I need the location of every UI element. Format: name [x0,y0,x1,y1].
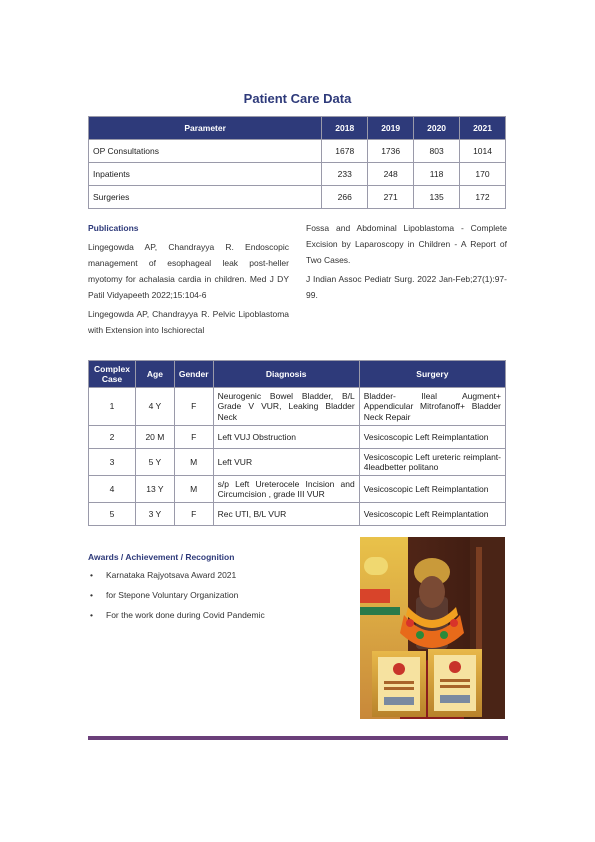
row-label: Inpatients [89,163,322,186]
awards-list [88,570,265,630]
award-text: for Stepone Voluntary Organization [106,590,239,600]
case-surgery: Vesicoscopic Left Reimplantation [359,476,505,503]
case-number: 4 [89,476,136,503]
case-surgery: Bladder- Ileal Augment+ Appendicular Mitrofanoff+ Bladder Neck Repair [359,388,505,426]
case-diagnosis: Rec UTI, B/L VUR [213,503,359,526]
patient-care-table [88,116,506,209]
case-number: 3 [89,449,136,476]
case-surgery: Vesicoscopic Left Reimplantation [359,503,505,526]
cell-value: 172 [460,186,506,209]
cell-value: 803 [414,140,460,163]
table-row [89,476,506,503]
award-text: For the work done during Covid Pandemic [106,610,265,620]
page-title: Patient Care Data [243,91,352,106]
bullet-icon: • [90,590,93,600]
case-number: 1 [89,388,136,426]
cell-value: 248 [368,163,414,186]
case-diagnosis: s/p Left Ureterocele Incision and Circumcision , grade III VUR [213,476,359,503]
footer-bar [88,736,508,740]
publications-heading: Publications [88,223,139,233]
cell-value: 233 [322,163,368,186]
publications-left-column [88,239,289,341]
row-label: OP Consultations [89,140,322,163]
cell-value: 266 [322,186,368,209]
award-text: Karnataka Rajyotsava Award 2021 [106,570,237,580]
list-item [88,570,265,590]
case-age: 13 Y [135,476,174,503]
complex-case-table [88,360,506,526]
case-surgery: Vesicoscopic Left Reimplantation [359,426,505,449]
table-row [89,186,506,209]
publication-text: J Indian Assoc Pediatr Surg. 2022 Jan-Feb;27(1):97-99. [306,274,507,300]
cell-value: 170 [460,163,506,186]
header-2020: 2020 [414,117,460,140]
cell-value: 1678 [322,140,368,163]
awards-heading: Awards / Achievement / Recognition [88,552,235,562]
list-item [88,590,265,610]
header-surgery: Surgery [359,361,505,388]
table-row [89,426,506,449]
cell-value: 271 [368,186,414,209]
header-complex-case: Complex Case [89,361,136,388]
publications-right-column [306,220,507,306]
case-diagnosis: Left VUJ Obstruction [213,426,359,449]
case-gender: F [174,503,213,526]
row-label: Surgeries [89,186,322,209]
header-gender: Gender [174,361,213,388]
case-number: 2 [89,426,136,449]
award-photo [360,537,505,719]
case-diagnosis: Neurogenic Bowel Bladder, B/L Grade V VUR, Leaking Bladder Neck [213,388,359,426]
list-item [88,610,265,630]
case-gender: M [174,449,213,476]
case-age: 4 Y [135,388,174,426]
case-age: 3 Y [135,503,174,526]
table-row [89,503,506,526]
table-row [89,140,506,163]
cell-value: 1014 [460,140,506,163]
case-gender: F [174,388,213,426]
case-age: 20 M [135,426,174,449]
header-2021: 2021 [460,117,506,140]
publication-text: Lingegowda AP, Chandrayya R. Endoscopic management of esophageal leak post-heller myotomy for achalasia cardia in children. Med J DY Patil Vidyapeeth 2022;15:104-6 [88,242,289,300]
bullet-icon: • [90,610,93,620]
case-diagnosis: Left VUR [213,449,359,476]
header-2018: 2018 [322,117,368,140]
cell-value: 135 [414,186,460,209]
case-gender: M [174,476,213,503]
table-row [89,163,506,186]
table-row [89,449,506,476]
publication-text: Lingegowda AP, Chandrayya R. Pelvic Lipoblastoma with Extension into Ischiorectal [88,309,289,335]
bullet-icon: • [90,570,93,580]
header-diagnosis: Diagnosis [213,361,359,388]
case-age: 5 Y [135,449,174,476]
header-age: Age [135,361,174,388]
table-row [89,388,506,426]
cell-value: 1736 [368,140,414,163]
header-2019: 2019 [368,117,414,140]
case-gender: F [174,426,213,449]
publication-text: Fossa and Abdominal Lipoblastoma - Complete Excision by Laparoscopy in Children - A Report of Two Cases. [306,223,507,265]
case-number: 5 [89,503,136,526]
header-parameter: Parameter [89,117,322,140]
case-surgery: Vesicoscopic Left ureteric reimplant-4leadbetter politano [359,449,505,476]
cell-value: 118 [414,163,460,186]
